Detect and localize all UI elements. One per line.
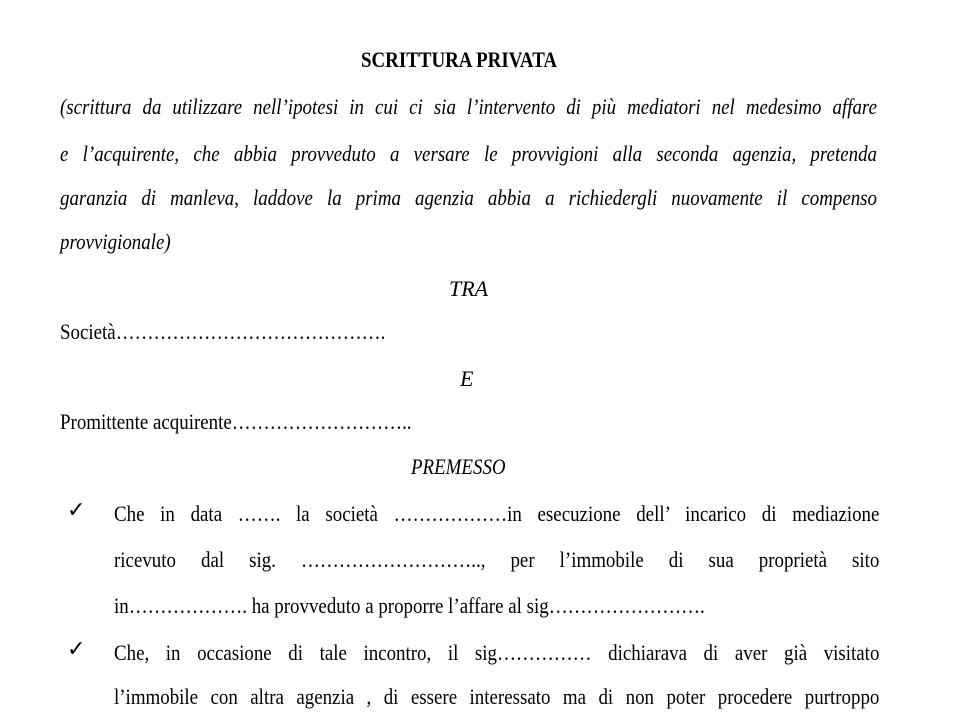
- intro-line-1: (scrittura da utilizzare nell’ipotesi in cui ci sia l’intervento di più mediatori nel medesimo affare: [60, 94, 877, 119]
- bullet2-line-1: Che, in occasione di tale incontro, il sig…………… dichiarava di aver già visitato: [114, 640, 880, 665]
- party-societa-line: Società…………………………………….: [60, 319, 386, 344]
- bullet1-line-3: in………………. ha provveduto a proporre l’affare al sig…………………….: [114, 593, 705, 618]
- premesso-heading: PREMESSO: [411, 454, 506, 479]
- bullet1-line-2: ricevuto dal sig. ……………………….., per l’immobile di sua proprietà sito: [114, 547, 880, 572]
- bullet1-line-1: Che in data ……. la società ………………in esecuzione dell’ incarico di mediazione: [114, 501, 880, 526]
- checkmark-icon: ✓: [67, 637, 86, 662]
- bullet2-line-2: l’immobile con altra agenzia , di essere interessato ma di non poter procedere purtroppo: [114, 684, 880, 709]
- checkmark-icon: ✓: [67, 498, 86, 523]
- e-heading: E: [460, 366, 474, 391]
- intro-line-3: garanzia di manleva, laddove la prima agenzia abbia a richiedergli nuovamente il compenso: [60, 185, 877, 210]
- tra-heading: TRA: [449, 276, 489, 301]
- party-acquirente-line: Promittente acquirente………………………..: [60, 409, 412, 434]
- document-title: SCRITTURA PRIVATA: [361, 47, 558, 72]
- intro-line-2: e l’acquirente, che abbia provveduto a versare le provvigioni alla seconda agenzia, pretenda: [60, 141, 877, 166]
- intro-line-4: provvigionale): [60, 229, 171, 254]
